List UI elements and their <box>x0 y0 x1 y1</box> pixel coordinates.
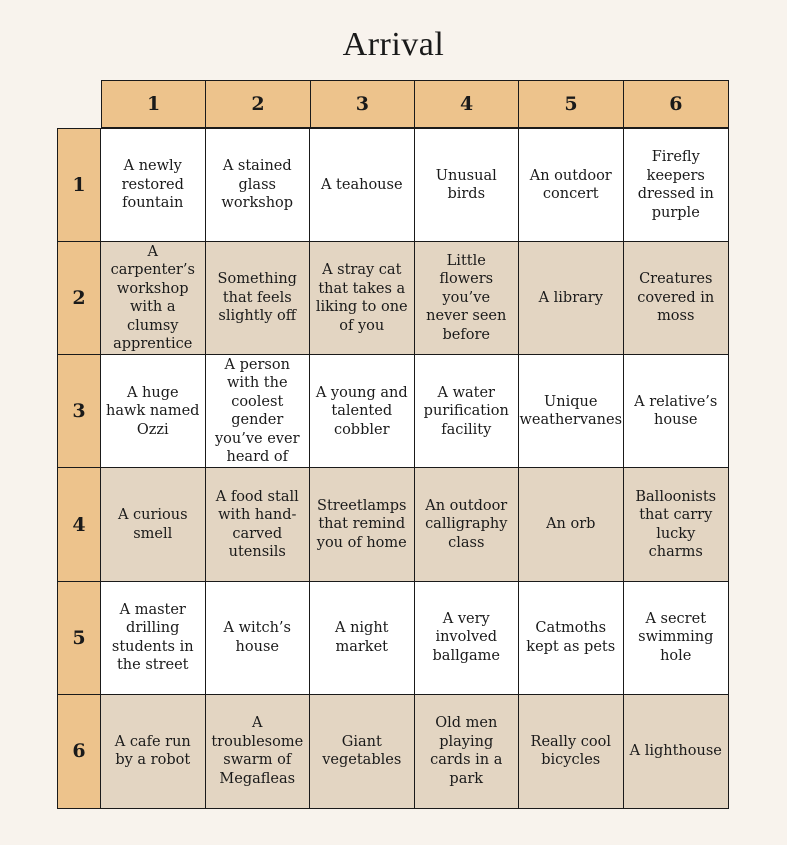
row-header-6: 6 <box>72 740 86 763</box>
table-cell-r5-c2: A witch’s house <box>206 582 311 695</box>
row-header-1: 1 <box>58 129 100 242</box>
table-cell-r5-c5: Catmoths kept as pets <box>519 582 624 695</box>
table-cell-r6-c2: A troublesome swarm of Megafleas <box>206 695 311 808</box>
table-cell-r1-c4: Unusual birds <box>415 129 520 242</box>
column-header-5: 5 <box>519 81 623 127</box>
table-cell-r2-c2: Something that feels slightly off <box>206 242 311 355</box>
column-header-4: 4 <box>415 81 519 127</box>
table-cell-r6-c6: A lighthouse <box>624 695 729 808</box>
row-header-2: 2 <box>58 242 100 355</box>
table-cell-r4-c4: An outdoor calligraphy class <box>415 468 520 581</box>
column-headers <box>101 80 729 128</box>
table-cell-r2-c1: A carpenter’s workshop with a clumsy apprentice <box>101 242 206 355</box>
row-header-3: 3 <box>58 355 100 468</box>
table-cell-r4-c1: A curious smell <box>101 468 206 581</box>
table-cell-r2-c4: Little flowers you’ve never seen before <box>415 242 520 355</box>
table-cell-r4-c3: Streetlamps that remind you of home <box>310 468 415 581</box>
table-cell-r5-c6: A secret swimming hole <box>624 582 729 695</box>
table-cell-r6-c4: Old men playing cards in a park <box>415 695 520 808</box>
table-cell-r1-c1: A newly restored fountain <box>101 129 206 242</box>
table-cell-r3-c3: A young and talented cobbler <box>310 355 415 468</box>
table-cell-r6-c1: A cafe run by a robot <box>101 695 206 808</box>
row-header-5: 5 <box>58 582 100 695</box>
table-cell-r5-c4: A very involved ballgame <box>415 582 520 695</box>
table-cell-r4-c6: Balloonists that carry lucky charms <box>624 468 729 581</box>
table-cell-r1-c5: An outdoor concert <box>519 129 624 242</box>
column-header-3: 3 <box>311 81 415 127</box>
table-cell-r5-c3: A night market <box>310 582 415 695</box>
table-cell-r3-c6: A relative’s house <box>624 355 729 468</box>
table-cell-r2-c6: Creatures covered in moss <box>624 242 729 355</box>
column-header-1: 1 <box>102 81 206 127</box>
table-cell-r3-c4: A water purification facility <box>415 355 520 468</box>
table-cell-r3-c5: Unique weathervanes <box>519 355 624 468</box>
column-header-2: 2 <box>206 81 310 127</box>
table-cell-r1-c3: A teahouse <box>310 129 415 242</box>
row-header-4: 4 <box>58 468 100 581</box>
table-cell-r3-c1: A huge hawk named Ozzi <box>101 355 206 468</box>
prompt-table <box>101 128 729 809</box>
table-cell-r4-c2: A food stall with hand-carved utensils <box>206 468 311 581</box>
table-cell-r6-c3: Giant vegetables <box>310 695 415 808</box>
column-header-6: 6 <box>669 93 683 115</box>
table-cell-r5-c1: A master drilling students in the street <box>101 582 206 695</box>
table-cell-r1-c6: Firefly keepers dressed in purple <box>624 129 729 242</box>
table-cell-r1-c2: A stained glass workshop <box>206 129 311 242</box>
table-cell-r6-c5: Really cool bicycles <box>519 695 624 808</box>
row-headers <box>57 128 101 809</box>
table-cell-r3-c2: A person with the coolest gender you’ve ever heard of <box>206 355 311 468</box>
page-title: Arrival <box>342 26 445 63</box>
table-cell-r2-c3: A stray cat that takes a liking to one of you <box>310 242 415 355</box>
table-cell-r2-c5: A library <box>519 242 624 355</box>
table-cell-r4-c5: An orb <box>519 468 624 581</box>
